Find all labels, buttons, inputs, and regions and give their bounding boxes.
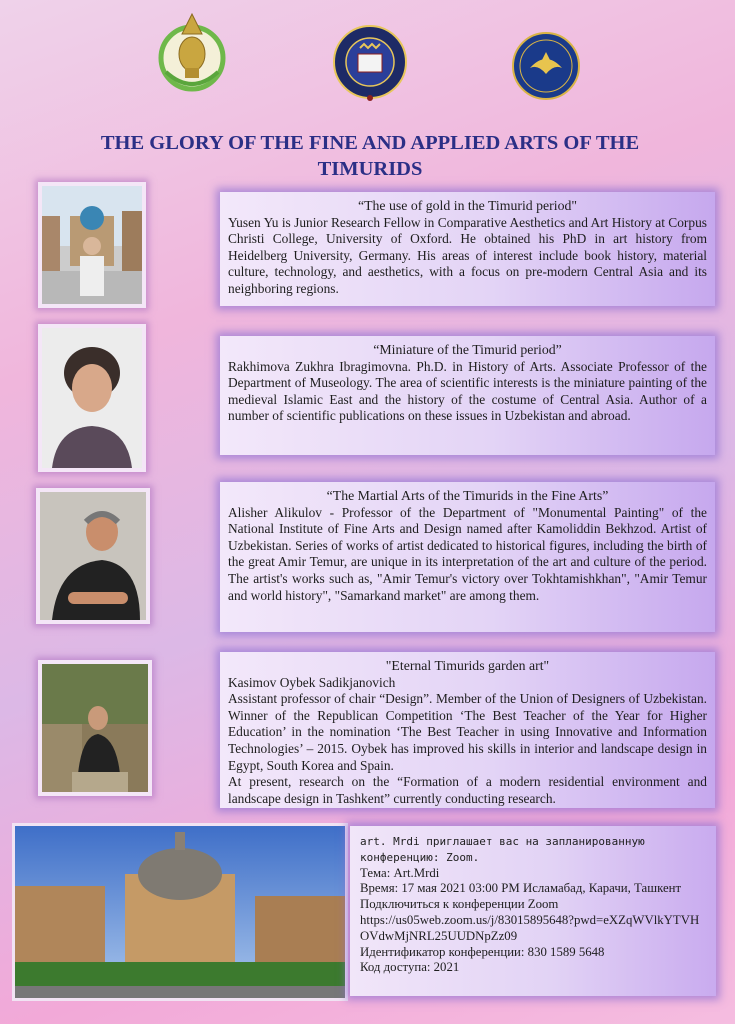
- zoom-topic: Тема: Art.Mrdi: [360, 865, 440, 880]
- speaker-card-2: [220, 336, 715, 455]
- page-title: THE GLORY OF THE FINE AND APPLIED ARTS OF THE TIMURIDS: [100, 132, 640, 180]
- zoom-invitation-card: [350, 826, 716, 996]
- speaker-card-3: [220, 482, 715, 632]
- talk-title: "Eternal Timurids garden art": [385, 658, 550, 673]
- speaker-card-1: [220, 192, 715, 306]
- talk-title: “Miniature of the Timurid period”: [373, 342, 562, 357]
- speaker-bio: Rakhimova Zukhra Ibragimovna. Ph.D. in History of Arts. Associate Professor of the Department of Museology. The area of scientific interests is the miniature painting of the medieval Islamic East and the history of the costume of Central Asia. Author of a number of scientific publications on these issues in Uzbekistan and abroad.: [228, 358, 707, 424]
- academy-of-arts-logo: [152, 12, 232, 92]
- zoom-link[interactable]: https://us05web.zoom.us/j/83015895648?pwd=eXZqWVlkYTVHOVdwMjNRL25UUDNpZz09: [360, 912, 700, 943]
- speaker-photo-kasimov-oybek: [38, 660, 152, 796]
- zoom-connect-label: Подключиться к конференции Zoom: [360, 897, 559, 912]
- zoom-invite-text: art. Mrdi приглашает вас на запланированную конференцию: Zoom.: [360, 835, 645, 864]
- university-of-oxford-logo: [330, 22, 410, 102]
- eagle-emblem-logo: [510, 30, 582, 102]
- speaker-name: Kasimov Oybek Sadikjanovich: [228, 674, 396, 690]
- speaker-card-4: [220, 652, 715, 808]
- speaker-photo-yusen-yu: [38, 182, 146, 308]
- speaker-bio: Assistant professor of chair “Design”. Member of the Union of Designers of Uzbekistan. Winner of the Republican Competition ‘The Best Teacher of the Year for Higher Education’ in the nomination ‘The Best Teacher in using Innovative and Information Technologies’ – 2015. Oybek has improved his skills in interior and landscape design in Egypt, South Korea and Spain.: [228, 691, 707, 773]
- speaker-photo-rakhimova: [38, 324, 146, 472]
- speaker-bio: Alisher Alikulov - Professor of the Department of "Monumental Painting" of the National Institute of Fine Arts and Design named after Kamoliddin Bekhzod. Artist of Uzbekistan. Series of works of artist dedicated to historical figures, including the birth of the great Amir Temur, are unique in its interpretation of the art and culture of the period. The artist's works such as, "Amir Temur's victory over Tokhtamishkhan", "Amir Temur and world history", "Samarkand market" are among them.: [228, 504, 707, 603]
- talk-title: “The Martial Arts of the Timurids in the Fine Arts”: [326, 488, 609, 503]
- speaker-bio: Yusen Yu is Junior Research Fellow in Comparative Aesthetics and Art History at Corpus Christi College, University of Oxford. He obtained his PhD in art history from Heidelberg University, Germany. His areas of interest include book history, material culture, technology, and aesthetics, with a focus on pre-modern Central Asia and its neighboring regions.: [228, 214, 707, 296]
- zoom-passcode: Код доступа: 2021: [360, 960, 460, 975]
- zoom-meeting-id: Идентификатор конференции: 830 1589 5648: [360, 944, 605, 959]
- talk-title: “The use of gold in the Timurid period": [357, 198, 578, 213]
- zoom-time: Время: 17 мая 2021 03:00 PM Исламабад, Карачи, Ташкент: [360, 881, 682, 896]
- speaker-photo-alisher-alikulov: [36, 488, 150, 624]
- speaker-bio-research: At present, research on the “Formation of a modern residential environment and landscape design in Tashkent” currently conducting research.: [228, 774, 707, 806]
- radcliffe-camera-photo: [12, 823, 348, 1001]
